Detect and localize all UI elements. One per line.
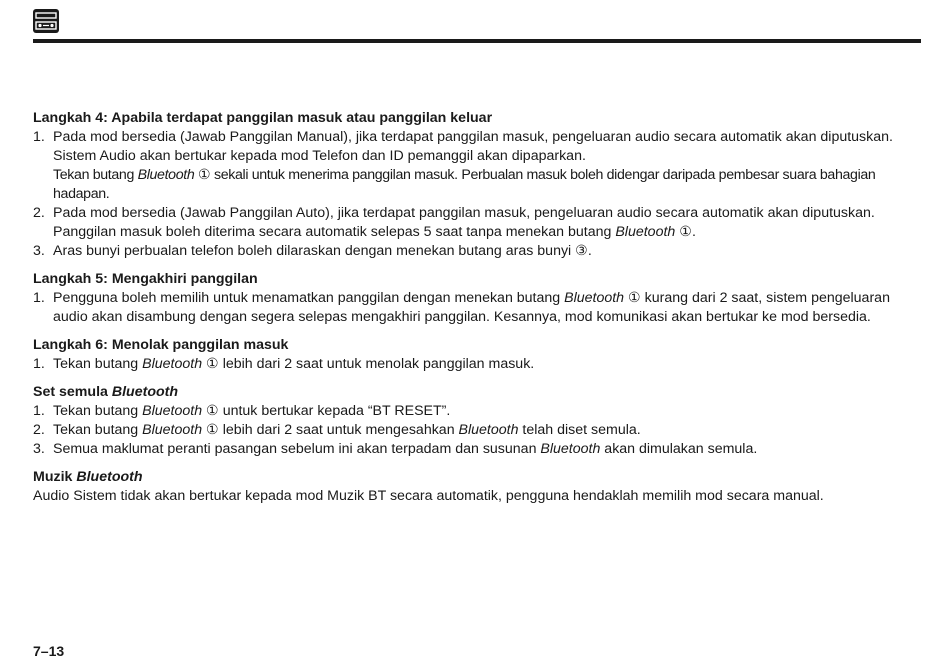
text-span: ①. <box>675 224 696 240</box>
text-span: Pengguna boleh memilih untuk menamatkan panggilan dengan menekan butang <box>53 290 565 306</box>
list-item <box>33 289 921 327</box>
emphasis: Bluetooth <box>142 356 203 372</box>
text-span: Muzik <box>33 469 77 485</box>
paragraph <box>53 421 921 440</box>
list-item <box>33 421 921 440</box>
emphasis: Bluetooth <box>137 167 195 183</box>
text-span: Tekan butang <box>53 422 143 438</box>
paragraph: Pada mod bersedia (Jawab Panggilan Auto), jika terdapat panggilan masuk, pengeluaran audio secara automatik akan diputuskan. <box>53 205 875 221</box>
emphasis: Bluetooth <box>142 403 203 419</box>
text-span: Tekan butang <box>53 403 143 419</box>
section-heading: Langkah 4: Apabila terdapat panggilan masuk atau panggilan keluar <box>33 110 493 126</box>
list-item <box>33 402 921 421</box>
list-item <box>33 204 921 242</box>
header-rule <box>33 39 921 43</box>
section-heading <box>33 468 921 487</box>
paragraph: Audio Sistem tidak akan bertukar kepada mod Muzik BT secara automatik, pengguna hendaklah memilih mod secara manual. <box>33 488 824 504</box>
section-langkah-6 <box>33 336 921 374</box>
list-number: 2. <box>33 422 45 438</box>
audio-system-icon <box>33 9 59 33</box>
section-bluetooth-reset <box>33 383 921 459</box>
section-heading: Langkah 6: Menolak panggilan masuk <box>33 337 289 353</box>
paragraph <box>53 440 921 459</box>
text-span: ① kurang dari 2 saat, sistem pengeluaran audio akan disambung dengan segera selepas mengakhiri panggilan. Kesannya, mod komunikasi akan bertukar ke mod bersedia. <box>53 290 890 325</box>
emphasis: Bluetooth <box>615 224 676 240</box>
emphasis: Bluetooth <box>458 422 519 438</box>
text-span: telah diset semula. <box>518 422 641 438</box>
section-bluetooth-music <box>33 468 921 506</box>
list-number: 2. <box>33 205 45 221</box>
text-span: ① sekali untuk menerima panggilan masuk. Perbualan masuk boleh didengar daripada pembesar suara bahagian hadapan. <box>53 167 876 202</box>
list-number: 1. <box>33 290 45 306</box>
list-number: 1. <box>33 403 45 419</box>
emphasis: Bluetooth <box>76 469 143 485</box>
paragraph: Pada mod bersedia (Jawab Panggilan Manual), jika terdapat panggilan masuk, pengeluaran audio secara automatik akan diputuskan. Sistem Audio akan bertukar kepada mod Telefon dan ID pemanggil akan dipaparkan. <box>53 129 893 164</box>
list-number: 1. <box>33 129 45 145</box>
paragraph <box>53 166 921 204</box>
section-heading: Langkah 5: Mengakhiri panggilan <box>33 271 258 287</box>
emphasis: Bluetooth <box>564 290 625 306</box>
paragraph <box>53 402 921 421</box>
page-number: 7–13 <box>33 643 65 659</box>
text-span: ① lebih dari 2 saat untuk mengesahkan <box>202 422 459 438</box>
list-item <box>33 355 921 374</box>
text-span: Panggilan masuk boleh diterima secara automatik selepas 5 saat tanpa menekan butang <box>53 224 616 240</box>
list-number: 3. <box>33 441 45 457</box>
section-langkah-5 <box>33 270 921 327</box>
paragraph: Aras bunyi perbualan telefon boleh dilaraskan dengan menekan butang aras bunyi ③. <box>53 243 592 259</box>
text-span: ① lebih dari 2 saat untuk menolak panggilan masuk. <box>202 356 535 372</box>
text-span: Tekan butang <box>53 167 138 183</box>
document-body <box>33 109 921 515</box>
paragraph <box>53 223 921 242</box>
list-item <box>33 440 921 459</box>
text-span: Tekan butang <box>53 356 143 372</box>
emphasis: Bluetooth <box>540 441 601 457</box>
section-heading <box>33 383 921 402</box>
list-number: 1. <box>33 356 45 372</box>
text-span: Semua maklumat peranti pasangan sebelum ini akan terpadam dan susunan <box>53 441 541 457</box>
paragraph <box>53 355 921 374</box>
list-item <box>33 128 921 204</box>
section-langkah-4 <box>33 109 921 261</box>
text-span: ① untuk bertukar kepada “BT RESET”. <box>202 403 451 419</box>
emphasis: Bluetooth <box>111 384 179 400</box>
text-span: Set semula <box>33 384 112 400</box>
paragraph <box>53 289 921 327</box>
emphasis: Bluetooth <box>142 422 203 438</box>
list-item <box>33 242 921 261</box>
list-number: 3. <box>33 243 45 259</box>
text-span: akan dimulakan semula. <box>600 441 758 457</box>
